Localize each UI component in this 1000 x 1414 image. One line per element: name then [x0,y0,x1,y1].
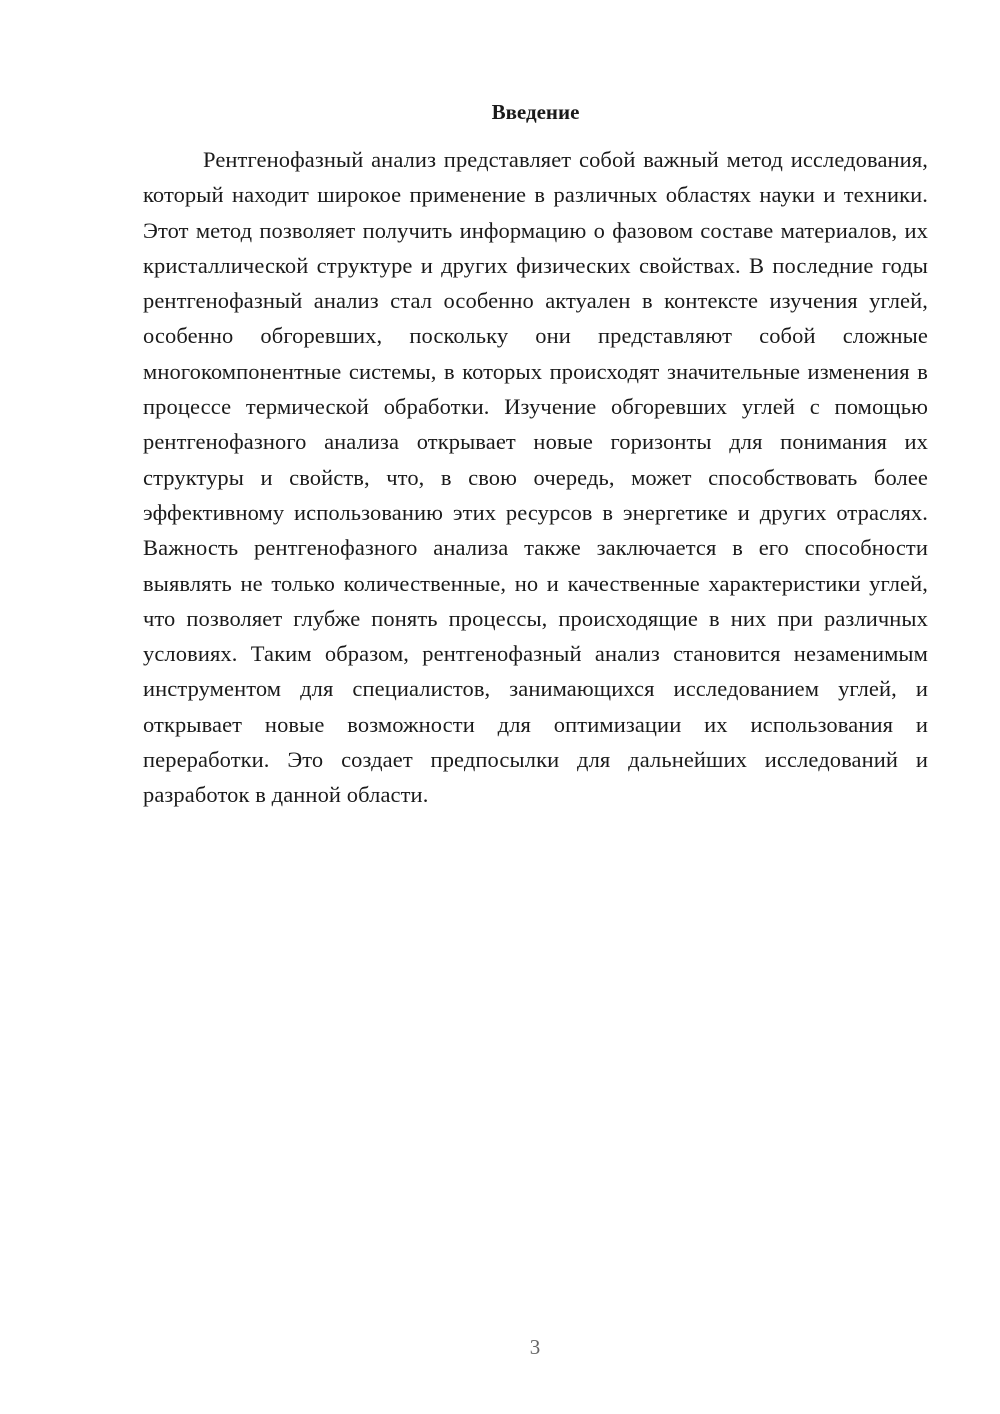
page-number: 3 [529,1335,541,1359]
section-title: Введение [491,100,580,124]
introduction-paragraph: Рентгенофазный анализ представляет собой важный метод исследования, который находит широкое применение в различных областях науки и техники. Этот метод позволяет получить информацию о фазовом составе материалов, их кристаллической структуре и других физических свойствах. В последние годы рентгенофазный анализ стал особенно актуален в контексте изучения углей, особенно обгоревших, поскольку они представляют собой сложные многокомпонентные системы, в которых происходят значительные изменения в процессе термической обработки. Изучение обгоревших углей с помощью рентгенофазного анализа открывает новые горизонты для понимания их структуры и свойств, что, в свою очередь, может способствовать более эффективному использованию этих ресурсов в энергетике и других отраслях. Важность рентгенофазного анализа также заключается в его способности выявлять не только количественные, но и качественные характеристики углей, что позволяет глубже понять процессы, происходящие в них при различных условиях. Таким образом, рентгенофазный анализ становится незаменимым инструментом для специалистов, занимающихся исследованием углей, и открывает новые возможности для оптимизации их использования и переработки. Это создает предпосылки для дальнейших исследований и разработок в данной области. [143,147,928,808]
